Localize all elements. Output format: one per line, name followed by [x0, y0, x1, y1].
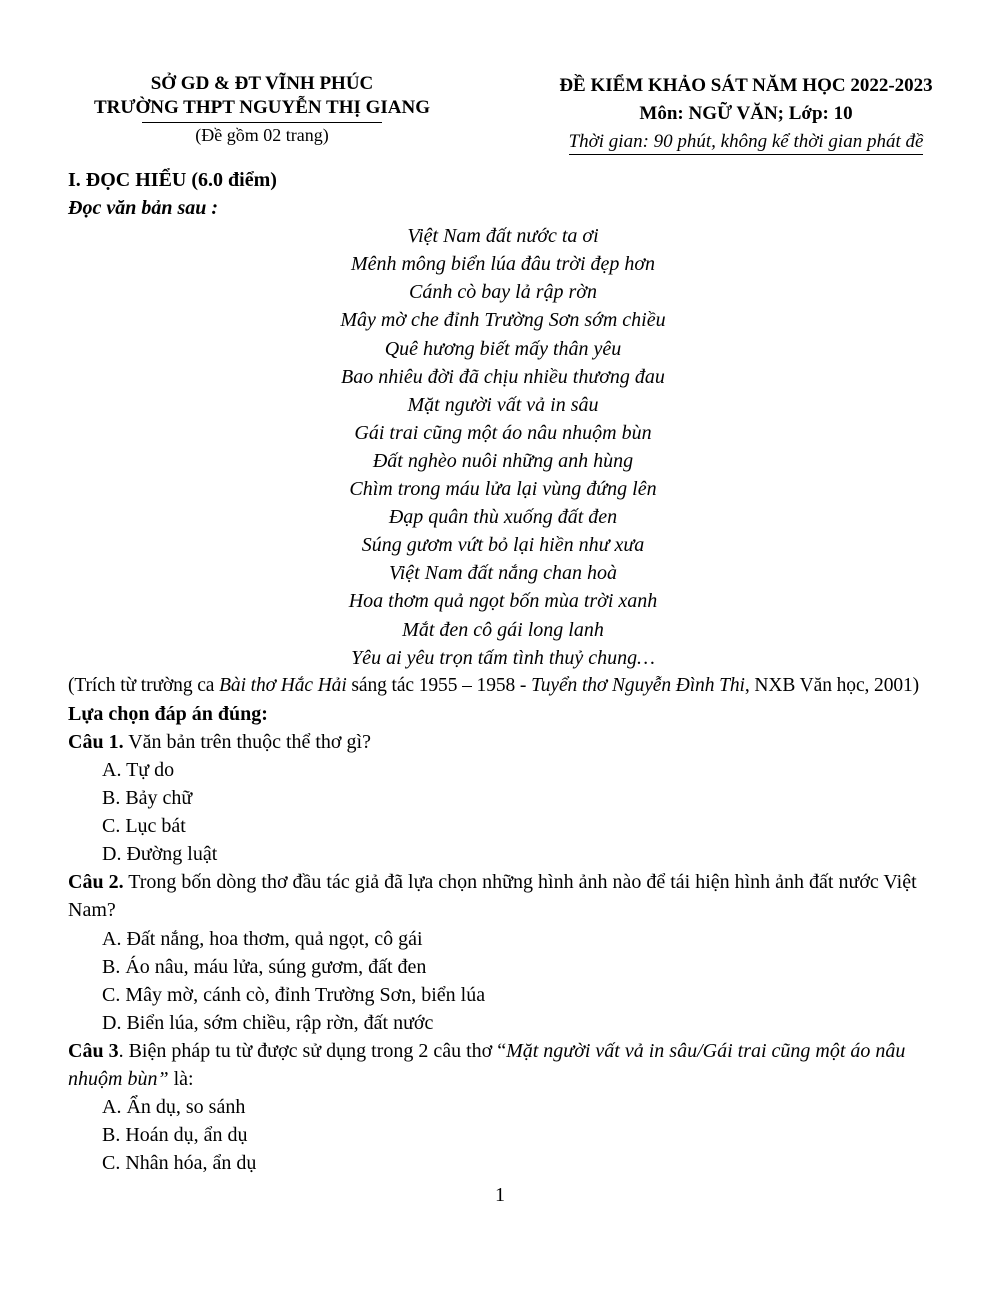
- school-name: TRƯỜNG THPT NGUYỄN THỊ GIANG: [93, 97, 431, 118]
- exam-header: [550, 72, 942, 156]
- question-2: [68, 868, 938, 924]
- poem-line: Đạp quân thù xuống đất đen: [388, 506, 618, 529]
- poem-line: Chìm trong máu lửa lại vùng đứng lên: [349, 478, 657, 501]
- poem-line: Việt Nam đất nước ta ơi: [407, 225, 599, 248]
- reading-instruction: Đọc văn bản sau :: [68, 197, 219, 220]
- poem-source: (Trích từ trường ca Bài thơ Hắc Hải sáng tác 1955 – 1958 - Tuyển thơ Nguyễn Đình Thi, NXB Văn học, 2001): [68, 674, 920, 696]
- school-header: [82, 72, 442, 147]
- answer-option: C. Mây mờ, cánh cò, đỉnh Trường Sơn, biển lúa: [102, 983, 486, 1006]
- poem-line: Cánh cò bay lả rập rờn: [409, 281, 597, 304]
- poem-line: Đất nghèo nuôi những anh hùng: [372, 449, 634, 472]
- exam-duration: Thời gian: 90 phút, không kể thời gian phát đề: [569, 131, 924, 155]
- page-number: 1: [495, 1184, 505, 1206]
- poem-line: Hoa thơm quả ngọt bốn mùa trời xanh: [348, 590, 658, 613]
- answer-option: A. Ẩn dụ, so sánh: [102, 1096, 246, 1119]
- question-1: [68, 728, 938, 756]
- answer-option: B. Bảy chữ: [102, 787, 193, 810]
- poem-line: Gái trai cũng một áo nâu nhuộm bùn: [354, 421, 652, 444]
- answer-option: A. Tự do: [102, 758, 175, 781]
- question-number: Câu 3: [68, 1039, 119, 1062]
- exam-title: ĐỀ KIỂM KHẢO SÁT NĂM HỌC 2022-2023: [559, 75, 933, 96]
- answer-option: B. Hoán dụ, ẩn dụ: [102, 1124, 248, 1147]
- section-title: I. ĐỌC HIỂU (6.0 điểm): [68, 169, 277, 191]
- quoted-verse: Mặt người vất vả in sâu/Gái trai cũng một áo nâu nhuộm bùn”: [68, 1039, 906, 1090]
- answer-option: C. Nhân hóa, ẩn dụ: [102, 1152, 257, 1175]
- choose-answer-label: Lựa chọn đáp án đúng:: [68, 702, 268, 725]
- answer-option: C. Lục bát: [102, 815, 186, 838]
- subject-grade: Môn: NGỮ VĂN; Lớp: 10: [639, 103, 853, 124]
- question-text: Trong bốn dòng thơ đầu tác giả đã lựa chọn những hình ảnh nào để tái hiện hình ảnh đất nước Việt Nam?: [68, 871, 917, 922]
- question-number: Câu 1.: [68, 730, 124, 753]
- answer-option: A. Đất nắng, hoa thơm, quả ngọt, cô gái: [102, 927, 423, 950]
- poem-line: Mặt người vất vả in sâu: [407, 393, 599, 416]
- poem-line: Mắt đen cô gái long lanh: [402, 618, 604, 641]
- page-count-note: (Đề gồm 02 trang): [195, 125, 329, 145]
- poem-line: Quê hương biết mấy thân yêu: [384, 337, 622, 360]
- poem-line: Súng gươm vứt bỏ lại hiền như xưa: [361, 534, 645, 557]
- question-number: Câu 2.: [68, 871, 124, 894]
- answer-option: B. Áo nâu, máu lửa, súng gươm, đất đen: [102, 955, 427, 978]
- poem-line: Việt Nam đất nắng chan hoà: [389, 562, 617, 585]
- answer-option: D. Biển lúa, sớm chiều, rập rờn, đất nước: [102, 1011, 434, 1034]
- poem-line: Mây mờ che đỉnh Trường Sơn sớm chiều: [340, 309, 666, 332]
- exam-body: [68, 166, 938, 1177]
- poem-line: Mênh mông biển lúa đâu trời đẹp hơn: [350, 253, 656, 276]
- poem: [68, 222, 938, 672]
- poem-line: Yêu ai yêu trọn tấm tình thuỷ chung…: [351, 646, 655, 669]
- answer-option: D. Đường luật: [102, 843, 218, 866]
- department-name: SỞ GD & ĐT VĨNH PHÚC: [150, 73, 374, 94]
- question-3: Câu 3. Biện pháp tu từ được sử dụng trong 2 câu thơ “Mặt người vất vả in sâu/Gái trai cũng một áo nâu nhuộm bùn” là:: [68, 1039, 906, 1090]
- poem-line: Bao nhiêu đời đã chịu nhiều thương đau: [341, 365, 665, 388]
- question-text: Văn bản trên thuộc thể thơ gì?: [123, 730, 371, 753]
